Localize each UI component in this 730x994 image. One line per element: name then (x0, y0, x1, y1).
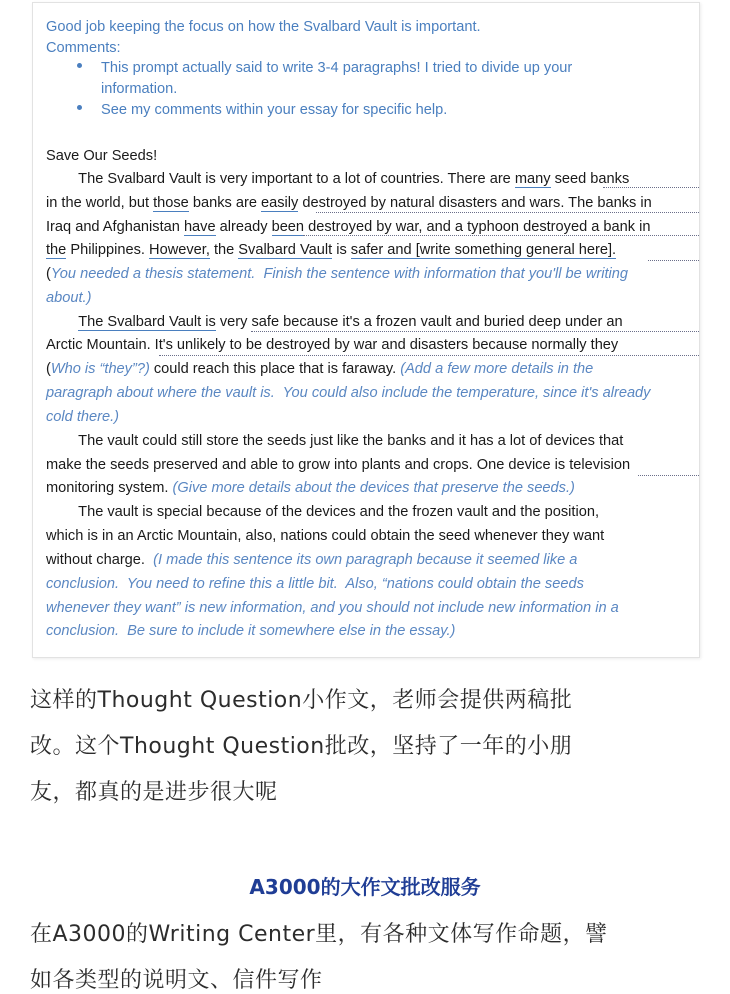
essay-text: which is in an Arctic Mountain, also, nations could obtain the seed whenever they want (46, 528, 605, 544)
essay-underlined-text: have (183, 219, 216, 235)
teacher-comment: Who is “they”?) (50, 361, 150, 377)
essay-text: ( (46, 361, 51, 377)
comment-bullet-2: See my comments within your essay for specific help. (101, 102, 448, 118)
teacher-comment: conclusion. You need to refine this a little bit. Also, “nations could obtain the seeds (46, 576, 584, 592)
essay-text: Arctic Mountain. It's unlikely to be destroyed by war and disasters because normally they (46, 337, 619, 353)
essay-line (46, 550, 691, 570)
essay-text: seed banks (550, 171, 630, 187)
comment-connector (638, 475, 699, 476)
article-paragraph-2-line-2: 如各类型的说明文、信件写作 (30, 968, 323, 993)
essay-text (46, 314, 78, 330)
essay-line (46, 359, 691, 379)
teacher-comment: paragraph about where the vault is. You could also include the temperature, since it's already (46, 385, 651, 401)
essay-line (46, 502, 691, 522)
article-paragraph-1-line-3: 友，都真的是进步很大呢 (30, 780, 278, 805)
article-paragraph-2-line-1: 在A3000的Writing Center里，有各种文体写作命题，譬 (30, 922, 608, 947)
essay-underlined-text: the (46, 242, 67, 258)
essay-line (46, 526, 691, 546)
comment-connector (603, 187, 699, 188)
essay-feedback-document (32, 2, 700, 658)
essay-underlined-text: Svalbard Vault (238, 242, 333, 258)
essay-line (46, 217, 691, 237)
essay-line (46, 621, 691, 641)
essay-text: very safe because it's a frozen vault and buried deep under an (215, 314, 623, 330)
essay-text: ( (46, 266, 51, 282)
article-paragraph-1-line-1: 这样的Thought Question小作文，老师会提供两稿批 (30, 688, 573, 713)
teacher-comment: whenever they want” is new information, and you should not include new information in a (46, 600, 619, 616)
essay-line (46, 240, 691, 260)
teacher-comment: You needed a thesis statement. Finish the sentence with information that you'll be writing (50, 266, 629, 282)
essay-line (46, 431, 691, 451)
essay-underlined-text: safer and [write something general here]. (350, 242, 617, 258)
essay-line (46, 598, 691, 618)
essay-line (46, 478, 691, 498)
teacher-comment: conclusion. Be sure to include it somewhere else in the essay.) (46, 623, 456, 639)
essay-text: Iraq and Afghanistan (46, 219, 184, 235)
essay-underlined-text: those (153, 195, 189, 211)
essay-line (46, 455, 691, 475)
essay-line (46, 335, 691, 355)
essay-line (46, 407, 691, 427)
bullet-icon (77, 105, 82, 110)
teacher-comment: (I made this sentence its own paragraph because it seemed like a (153, 552, 578, 568)
section-heading: A3000的大作文批改服务 (249, 875, 481, 899)
comments-label: Comments: (46, 40, 121, 56)
essay-text: the (209, 242, 239, 258)
teacher-comment: cold there.) (46, 409, 120, 425)
essay-text: is (332, 242, 351, 258)
comment-connector (159, 355, 699, 356)
essay-text: monitoring system. (46, 480, 173, 496)
essay-text: The vault is special because of the devices and the frozen vault and the position, (46, 504, 600, 520)
teacher-comment: (Add a few more details in the (400, 361, 594, 377)
essay-line (46, 288, 691, 308)
essay-line (46, 169, 691, 189)
essay-text: destroyed by war, and a typhoon destroyed a bank in (304, 219, 651, 235)
essay-text: could reach this place that is faraway. (149, 361, 401, 377)
essay-underlined-text: many (514, 171, 551, 187)
essay-underlined-text: been (271, 219, 305, 235)
comment-connector (303, 235, 699, 236)
essay-underlined-text: easily (261, 195, 299, 211)
essay-underlined-text: However, (149, 242, 210, 258)
essay-text: Philippines. (66, 242, 150, 258)
essay-text: already (215, 219, 272, 235)
essay-line (46, 193, 691, 213)
essay-text: without charge. (46, 552, 154, 568)
essay-text: in the world, but (46, 195, 154, 211)
teacher-comment: about.) (46, 290, 92, 306)
comment-connector (316, 212, 699, 213)
essay-text: make the seeds preserved and able to grow into plants and crops. One device is television (46, 457, 631, 473)
essay-underlined-text: The Svalbard Vault is (78, 314, 216, 330)
essay-text: destroyed by natural disasters and wars. The banks in (298, 195, 652, 211)
teacher-comment: (Give more details about the devices that preserve the seeds.) (172, 480, 575, 496)
essay-text: The vault could still store the seeds just like the banks and it has a lot of devices that (46, 433, 624, 449)
bullet-icon (77, 63, 82, 68)
essay-text: banks are (188, 195, 261, 211)
essay-line (46, 383, 691, 403)
essay-title: Save Our Seeds! (46, 148, 158, 164)
essay-text: The Svalbard Vault is very important to a lot of countries. There are (46, 171, 515, 187)
article-paragraph-1-line-2: 改。这个Thought Question批改，坚持了一年的小朋 (30, 734, 573, 759)
comment-connector (648, 260, 699, 261)
essay-line (46, 312, 691, 332)
essay-line (46, 264, 691, 284)
comment-bullet-1-line-2: information. (101, 81, 178, 97)
feedback-intro: Good job keeping the focus on how the Svalbard Vault is important. (46, 19, 481, 35)
essay-line (46, 574, 691, 594)
comment-connector (251, 331, 699, 332)
comment-bullet-1-line-1: This prompt actually said to write 3-4 paragraphs! I tried to divide up your (101, 60, 573, 76)
